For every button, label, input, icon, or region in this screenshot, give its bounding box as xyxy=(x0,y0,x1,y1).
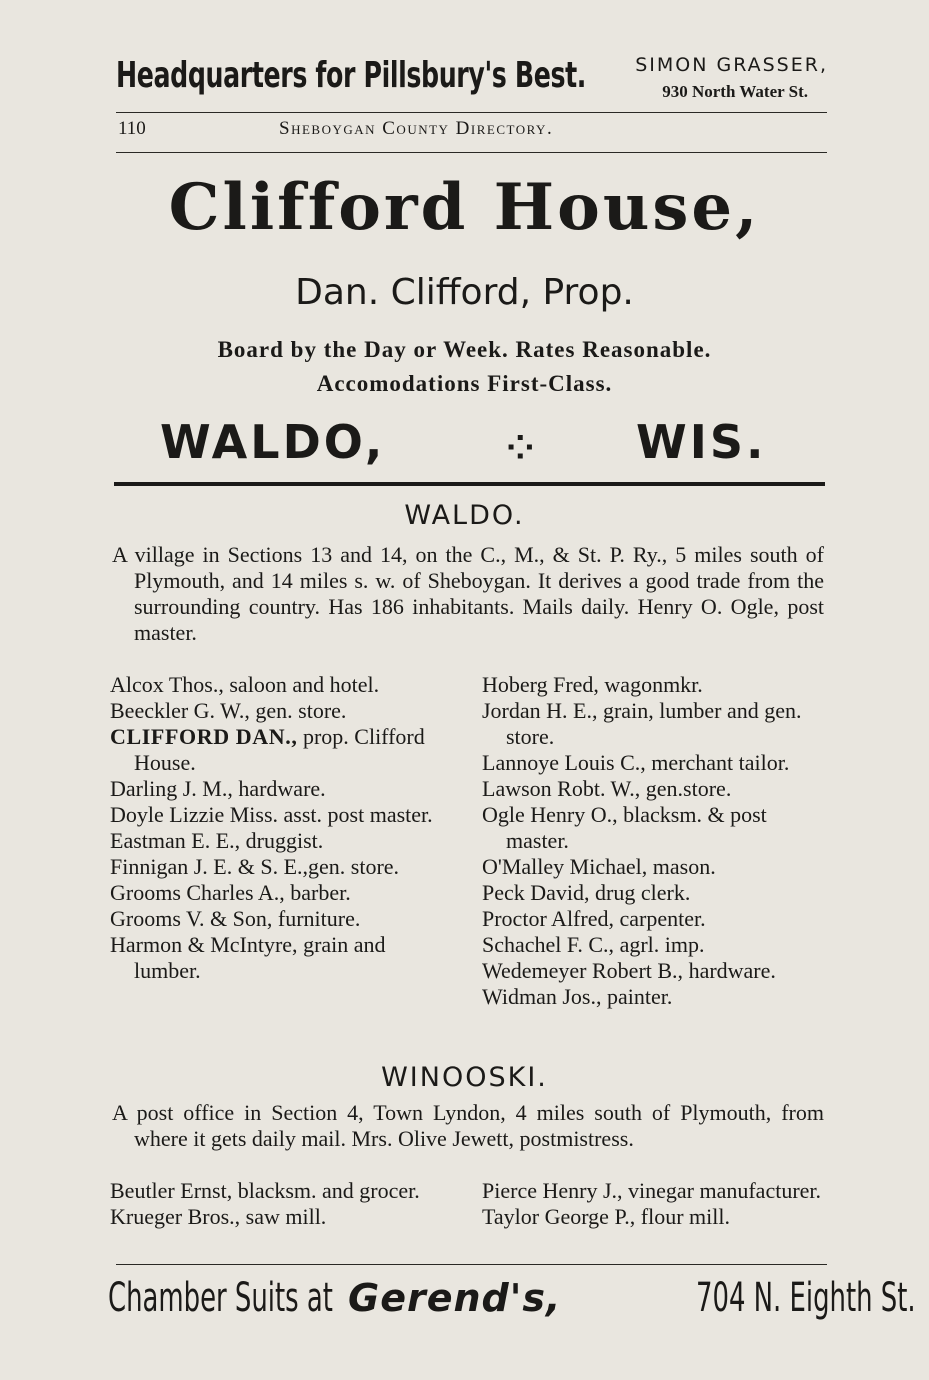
ad-merchant-address: 930 North Water St. xyxy=(662,82,808,101)
hotel-title: Clifford House, xyxy=(168,170,761,245)
directory-entry xyxy=(110,906,450,932)
entry-name: Finnigan J. E. & S. E., xyxy=(110,854,309,879)
entry-description: prop. Clifford House. xyxy=(134,724,425,775)
entry-name: Hoberg Fred, xyxy=(482,672,599,697)
entry-name: Harmon & McIntyre, xyxy=(110,932,298,957)
entry-description: grain, lumber and gen. store. xyxy=(506,698,802,749)
entry-name: Darling J. M., xyxy=(110,776,233,801)
waldo-heading: WALDO. xyxy=(404,500,525,531)
entry-name: Wedemeyer Robert B., xyxy=(482,958,684,983)
entry-description: gen.store. xyxy=(640,776,732,801)
entry-description: drug clerk. xyxy=(589,880,691,905)
section-divider xyxy=(114,482,825,486)
directory-entry xyxy=(110,724,450,776)
directory-entry xyxy=(482,750,822,776)
directory-entry xyxy=(110,1204,450,1230)
directory-entry xyxy=(482,1178,822,1204)
directory-entry xyxy=(482,802,822,854)
winooski-right-column xyxy=(482,1178,822,1230)
waldo-right-column xyxy=(482,672,822,1010)
entry-name: Schachel F. C., xyxy=(482,932,615,957)
waldo-left-column xyxy=(110,672,450,984)
directory-entry xyxy=(482,880,822,906)
entry-name: Krueger Bros., xyxy=(110,1204,241,1229)
directory-entry xyxy=(482,698,822,750)
entry-description: blacksm. & post master. xyxy=(506,802,767,853)
entry-name: Ogle Henry O., xyxy=(482,802,618,827)
directory-entry xyxy=(110,698,450,724)
directory-entry xyxy=(482,932,822,958)
entry-description: saw mill. xyxy=(240,1204,327,1229)
entry-name: Lannoye Louis C., xyxy=(482,750,646,775)
entry-description: furniture. xyxy=(272,906,361,931)
entry-name: Grooms Charles A., xyxy=(110,880,285,905)
directory-entry xyxy=(110,1178,450,1204)
entry-name: Pierce Henry J., xyxy=(482,1178,623,1203)
directory-entry xyxy=(110,672,450,698)
directory-entry xyxy=(482,984,822,1010)
entry-name: Proctor Alfred, xyxy=(482,906,614,931)
bottom-ad-lead: Chamber Suits at xyxy=(108,1275,333,1321)
directory-entry xyxy=(110,776,450,802)
entry-name: Taylor George P., xyxy=(482,1204,636,1229)
entry-description: carpenter. xyxy=(613,906,706,931)
directory-entry xyxy=(110,932,450,984)
directory-entry xyxy=(110,828,450,854)
waldo-description-text: A village in Sections 13 and 14, on the C., M., & St. P. Ry., 5 miles south of Plymouth, and 14 miles s. w. of Sheboygan. It derives a good trade from the surrounding country. Has 186 inhabitants. Mails daily. Henry O. Ogle, post master. xyxy=(112,542,824,645)
bottom-ad-brand: Gerend's, xyxy=(348,1276,562,1320)
entry-description: hardware. xyxy=(683,958,776,983)
entry-name: Beeckler G. W., xyxy=(110,698,250,723)
running-header xyxy=(116,118,827,144)
entry-description: mason. xyxy=(647,854,716,879)
winooski-description-text: A post office in Section 4, Town Lyndon, 4 miles south of Plymouth, from where it gets daily mail. Mrs. Olive Jewett, postmistress. xyxy=(112,1100,824,1151)
entry-description: gen. store. xyxy=(249,698,347,723)
directory-entry xyxy=(482,906,822,932)
page-number: 110 xyxy=(118,118,146,139)
directory-entry xyxy=(110,880,450,906)
ad-merchant-name: SIMON GRASSER, xyxy=(635,54,828,76)
entry-description: blacksm. and grocer. xyxy=(232,1178,420,1203)
entry-description: painter. xyxy=(601,984,673,1009)
entry-name: O'Malley Michael, xyxy=(482,854,648,879)
entry-name: CLIFFORD DAN., xyxy=(110,724,298,749)
directory-title: Sheboygan County Directory. xyxy=(279,118,554,139)
directory-entry xyxy=(110,802,450,828)
hotel-accommodations-line: Accomodations First-Class. xyxy=(316,371,613,396)
top-advertisement xyxy=(112,50,828,106)
bottom-ad-address: 704 N. Eighth St. xyxy=(696,1275,916,1321)
directory-entry xyxy=(110,854,450,880)
hotel-rates-line: Board by the Day or Week. Rates Reasonable. xyxy=(217,337,712,362)
entry-description: saloon and hotel. xyxy=(223,672,380,697)
directory-entry xyxy=(482,776,822,802)
entry-description: druggist. xyxy=(240,828,324,853)
entry-description: barber. xyxy=(284,880,351,905)
ad-headline: Headquarters for Pillsbury's Best. xyxy=(116,55,587,96)
entry-description: wagonmkr. xyxy=(598,672,703,697)
ornament-icon: ⁘ xyxy=(506,428,538,468)
bottom-advertisement xyxy=(108,1270,916,1330)
winooski-left-column xyxy=(110,1178,450,1230)
hotel-city: WALDO, xyxy=(160,415,386,469)
waldo-description xyxy=(112,542,824,646)
entry-name: Lawson Robt. W., xyxy=(482,776,641,801)
entry-description: agrl. imp. xyxy=(614,932,705,957)
entry-name: Widman Jos., xyxy=(482,984,602,1009)
header-rule-bottom xyxy=(116,152,827,153)
entry-description: asst. post master. xyxy=(278,802,433,827)
entry-name: Peck David, xyxy=(482,880,590,905)
entry-description: vinegar manufacturer. xyxy=(622,1178,822,1203)
entry-description: merchant tailor. xyxy=(645,750,790,775)
entry-name: Grooms V. & Son, xyxy=(110,906,273,931)
entry-description: gen. store. xyxy=(308,854,400,879)
directory-entry xyxy=(482,1204,822,1230)
hotel-state: WIS. xyxy=(636,415,767,469)
entry-description: hardware. xyxy=(232,776,326,801)
footer-rule xyxy=(116,1264,827,1265)
entry-description: flour mill. xyxy=(635,1204,730,1229)
entry-name: Alcox Thos., xyxy=(110,672,224,697)
winooski-heading: WINOOSKI. xyxy=(381,1062,548,1093)
winooski-description xyxy=(112,1100,824,1152)
entry-name: Beutler Ernst, xyxy=(110,1178,233,1203)
directory-entry xyxy=(482,854,822,880)
directory-entry xyxy=(482,958,822,984)
entry-name: Doyle Lizzie Miss. xyxy=(110,802,279,827)
header-rule-top xyxy=(116,112,827,113)
entry-description: grain and lumber. xyxy=(134,932,386,983)
entry-name: Eastman E. E., xyxy=(110,828,241,853)
entry-name: Jordan H. E., xyxy=(482,698,598,723)
directory-entry xyxy=(482,672,822,698)
hotel-proprietor: Dan. Clifford, Prop. xyxy=(295,272,634,313)
